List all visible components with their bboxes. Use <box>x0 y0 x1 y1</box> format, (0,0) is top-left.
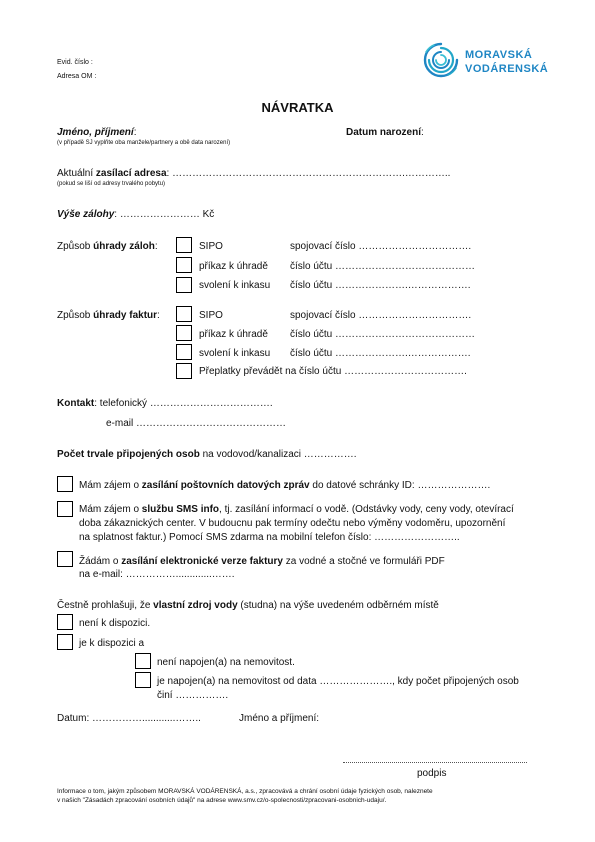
invoice-order-label: příkaz k úhradě <box>199 329 268 340</box>
sms-c: , tj. zasílání informací o vodě. (Odstávky vody, ceny vody, otevírací <box>219 504 514 515</box>
name-note: (v případě SJ vyplňte oba manžele/partnery a obě data narození) <box>57 140 231 146</box>
declaration-c: (studna) na výše uvedeném odběrném místě <box>237 600 439 611</box>
source-not-connected-checkbox[interactable] <box>135 653 151 669</box>
name-field[interactable] <box>57 127 136 138</box>
birth-label: Datum narození <box>346 127 422 138</box>
efaktura-checkbox[interactable] <box>57 551 73 567</box>
source-connected-checkbox[interactable] <box>135 672 151 688</box>
datovky-a: Mám zájem o <box>79 480 142 491</box>
source-available-checkbox[interactable] <box>57 634 73 650</box>
invoice-direct-debit-field[interactable]: číslo účtu ………………….………………. <box>290 348 471 359</box>
deposit-sipo-checkbox[interactable] <box>176 237 192 253</box>
declaration-b: vlastní zdroj vody <box>153 600 238 611</box>
deposit-order-label: příkaz k úhradě <box>199 261 268 272</box>
legal-line1: Informace o tom, jakým způsobem MORAVSKÁ VODÁRENSKÁ, a.s., zpracovává a chrání osobní údaje fyzických osob, naleznete <box>57 788 433 795</box>
logo-line2: VODÁRENSKÁ <box>465 63 549 75</box>
address-dots: : …………………………………………………………….………….. <box>166 168 451 179</box>
sms-label-line1 <box>79 504 514 515</box>
contact-label: Kontakt <box>57 398 95 409</box>
deposit-payment-label <box>57 241 158 252</box>
deposit-payment-prefix: Způsob <box>57 241 94 252</box>
invoice-sipo-checkbox[interactable] <box>176 306 192 322</box>
fullname-field[interactable]: Jméno a příjmení: <box>239 713 320 724</box>
contact-phone-field[interactable] <box>57 398 273 409</box>
source-available-label: je k dispozici a <box>79 638 145 649</box>
deposit-field[interactable] <box>57 209 214 220</box>
signature-line[interactable] <box>343 762 527 763</box>
date-field[interactable]: Datum: ……………............…….. <box>57 713 201 724</box>
overpayment-label[interactable]: Přeplatky převádět na číslo účtu ………………………………. <box>199 366 467 377</box>
legal-line2: v našich "Zásadách zpracování osobních údajů" na adrese www.smv.cz/o-spolecnosti/zpracovani-osobnich-udaju/. <box>57 797 387 804</box>
birth-field[interactable] <box>346 127 424 138</box>
efaktura-label-line2[interactable]: na e-mail: …………….............……. <box>79 569 235 580</box>
deposit-sipo-field[interactable]: spojovací číslo ……………………………. <box>290 241 472 252</box>
deposit-payment-bold: úhrady záloh <box>93 241 155 252</box>
deposit-order-field[interactable]: číslo účtu …………………………………… <box>290 261 476 272</box>
invoice-direct-debit-checkbox[interactable] <box>176 344 192 360</box>
logo-swirl-icon <box>420 40 462 80</box>
invoice-direct-debit-label: svolení k inkasu <box>199 348 271 359</box>
sms-label-line2: doba zákaznických center. V budoucnu pak termíny odečtu nebo výměny vodoměru, upozornění <box>79 518 506 529</box>
source-not-connected-label: není napojen(a) na nemovitost. <box>157 657 295 668</box>
datovky-b: zasílání poštovních datových zpráv <box>141 480 310 491</box>
invoice-payment-prefix: Způsob <box>57 310 94 321</box>
adresa-om-label: Adresa OM : <box>57 73 97 80</box>
sms-checkbox[interactable] <box>57 501 73 517</box>
persons-field[interactable] <box>57 449 357 460</box>
invoice-payment-bold: úhrady faktur <box>93 310 158 321</box>
overpayment-checkbox[interactable] <box>176 363 192 379</box>
persons-label: Počet trvale připojených osob <box>57 449 200 460</box>
address-note: (pokud se liší od adresy trvalého pobytu) <box>57 181 166 187</box>
address-field[interactable] <box>57 168 450 179</box>
contact-phone: : telefonický ………………………………. <box>94 398 273 409</box>
efakt-b: zasílání elektronické verze faktury <box>121 556 283 567</box>
signature-label: podpis <box>417 768 447 779</box>
sms-b: službu SMS info <box>141 504 220 515</box>
deposit-direct-debit-checkbox[interactable] <box>176 277 192 293</box>
logo-line1: MORAVSKÁ <box>465 49 533 61</box>
deposit-order-checkbox[interactable] <box>176 257 192 273</box>
datovky-label <box>79 480 490 491</box>
deposit-value: : …………………… Kč <box>114 209 215 220</box>
datovky-checkbox[interactable] <box>57 476 73 492</box>
birth-colon: : <box>421 127 424 138</box>
invoice-payment-label <box>57 310 160 321</box>
deposit-sipo-label: SIPO <box>199 241 223 252</box>
invoice-order-checkbox[interactable] <box>176 325 192 341</box>
declaration-text <box>57 600 439 611</box>
invoice-payment-colon: : <box>157 310 160 321</box>
persons-rest: na vodovod/kanalizaci ……………. <box>199 449 357 460</box>
invoice-order-field[interactable]: číslo účtu …………………………………… <box>290 329 476 340</box>
datovky-c: do datové schránky ID: …………………. <box>309 480 491 491</box>
source-connected-label[interactable]: je napojen(a) na nemovitost od data …………………., kdy počet připojených osob <box>157 676 519 687</box>
source-connected-label-line2[interactable]: činí ……………. <box>157 690 229 701</box>
invoice-sipo-label: SIPO <box>199 310 223 321</box>
deposit-payment-colon: : <box>154 241 158 252</box>
contact-email-field[interactable]: e-mail ……………………………………… <box>106 418 287 429</box>
invoice-sipo-field[interactable]: spojovací číslo ……………………………. <box>290 310 472 321</box>
evid-label: Evid. číslo : <box>57 59 93 66</box>
efaktura-label-line1 <box>79 556 445 567</box>
name-colon: : <box>133 127 137 138</box>
name-label: Jméno, příjmení <box>57 127 134 138</box>
source-none-label: není k dispozici. <box>79 618 151 629</box>
efakt-c: za vodné a stočné ve formuláři PDF <box>283 556 445 567</box>
sms-a: Mám zájem o <box>79 504 142 515</box>
address-prefix: Aktuální <box>57 168 96 179</box>
efakt-a: Žádám o <box>79 556 122 567</box>
deposit-direct-debit-field[interactable]: číslo účtu ………………….………………. <box>290 280 471 291</box>
declaration-a: Čestně prohlašuji, že <box>57 600 154 611</box>
deposit-direct-debit-label: svolení k inkasu <box>199 280 271 291</box>
page-title: NÁVRATKA <box>261 100 334 115</box>
source-none-checkbox[interactable] <box>57 614 73 630</box>
sms-label-line3[interactable]: na splatnost faktur.) Pomocí SMS zdarma na mobilní telefon číslo: …………………….. <box>79 532 460 543</box>
deposit-label: Výše zálohy <box>57 209 115 220</box>
address-label: zasílací adresa <box>95 168 167 179</box>
